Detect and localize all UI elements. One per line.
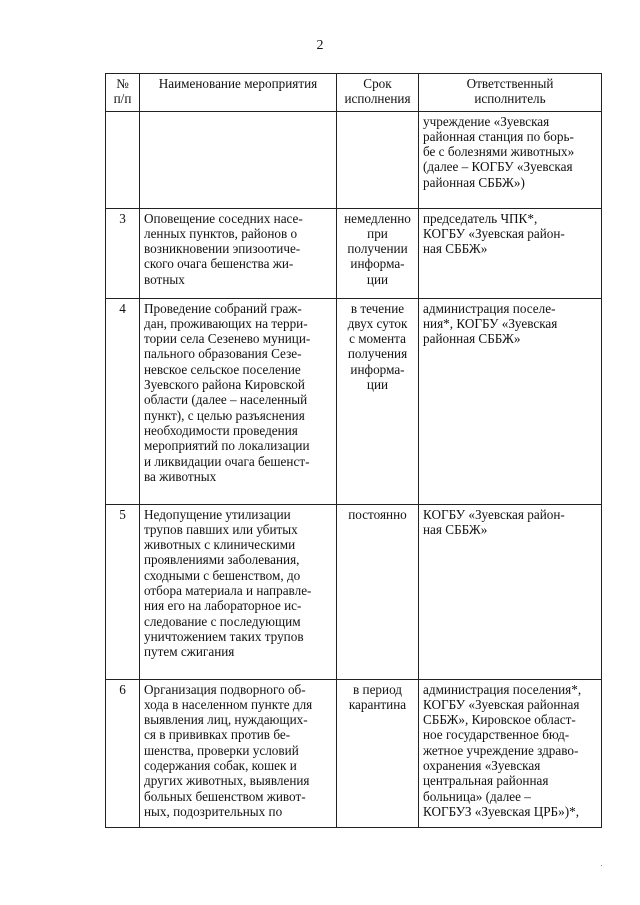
row-measure-name: Организация подворного об- хода в населенном пункте для выявления лиц, нуждающих- ся в прививках против бе- шенства, проверки условий содержания собак, кошек и других животных, выявления больных бешенством живот- ных, подозрительных по	[140, 679, 337, 827]
header-responsible: Ответственный исполнитель	[419, 74, 602, 112]
row-measure-name	[140, 111, 337, 208]
table-row	[106, 111, 602, 208]
header-measure-name: Наименование мероприятия	[140, 74, 337, 112]
header-term: Срок исполнения	[337, 74, 419, 112]
row-term: в период карантина	[337, 679, 419, 827]
row-term	[337, 111, 419, 208]
table-row	[106, 679, 602, 827]
row-number: 5	[106, 504, 140, 679]
row-responsible: администрация поселе- ния*, КОГБУ «Зуевская районная СББЖ»	[419, 298, 602, 504]
row-number: 6	[106, 679, 140, 827]
measures-table	[105, 73, 602, 828]
row-measure-name: Проведение собраний граж- дан, проживающих на терри- тории села Сезенево муници- пального образования Сезе- невское сельское поселение Зуевского района Кировской области (далее – населенный пункт), с целью разъяснения необходимости проведения мероприятий по локализации и ликвидации очага бешенст- ва животных	[140, 298, 337, 504]
header-number: № п/п	[106, 74, 140, 112]
row-responsible: председатель ЧПК*, КОГБУ «Зуевская район- ная СББЖ»	[419, 208, 602, 298]
table-row	[106, 298, 602, 504]
table-row	[106, 208, 602, 298]
row-measure-name: Недопущение утилизации трупов павших или убитых животных с клиническими проявлениями заболевания, сходными с бешенством, до отбора материала и направле- ния его на лабораторное ис- следование с последующим уничтожением таких трупов путем сжигания	[140, 504, 337, 679]
row-term: немедленно при получении информа- ции	[337, 208, 419, 298]
scan-speck: ·	[597, 860, 606, 871]
page-number: 2	[316, 38, 324, 53]
table-header-row	[106, 74, 602, 112]
row-responsible: учреждение «Зуевская районная станция по борь- бе с болезнями животных» (далее – КОГБУ «Зуевская районная СББЖ»)	[419, 111, 602, 208]
row-number: 4	[106, 298, 140, 504]
row-number: 3	[106, 208, 140, 298]
row-responsible: администрация поселения*, КОГБУ «Зуевская районная СББЖ», Кировское област- ное государственное бюд- жетное учреждение здраво- охранения «Зуевская центральная районная больница» (далее – КОГБУЗ «Зуевская ЦРБ»)*,	[419, 679, 602, 827]
table-row	[106, 504, 602, 679]
row-measure-name: Оповещение соседних насе- ленных пунктов, районов о возникновении эпизоотиче- ского очага бешенства жи- вотных	[140, 208, 337, 298]
row-term: в течение двух суток с момента получения информа- ции	[337, 298, 419, 504]
row-term: постоянно	[337, 504, 419, 679]
row-responsible: КОГБУ «Зуевская район- ная СББЖ»	[419, 504, 602, 679]
row-number	[106, 111, 140, 208]
